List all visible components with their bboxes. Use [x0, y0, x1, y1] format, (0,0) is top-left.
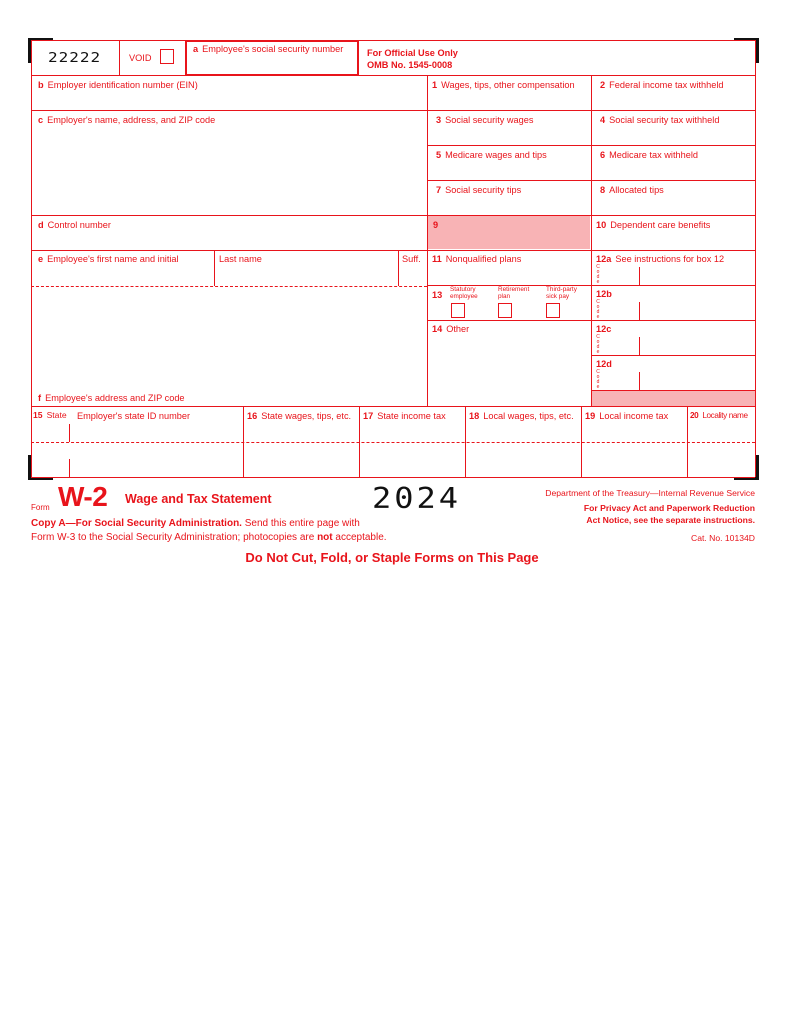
form-word: Form: [31, 503, 50, 512]
form-name: W-2: [58, 481, 108, 512]
box-a-label: a Employee's social security number: [193, 44, 344, 54]
box-17-label: 17 State income tax: [363, 411, 446, 421]
box-2-label: 2 Federal income tax withheld: [600, 80, 724, 90]
box-12c-label: 12c: [596, 324, 612, 334]
box-12a-code-label: C o d e: [596, 264, 600, 285]
box-e-suffix-input[interactable]: [399, 266, 426, 285]
box-19-label: 19 Local income tax: [585, 411, 669, 421]
box-b-label: b Employer identification number (EIN): [38, 80, 198, 90]
box-5-label: 5 Medicare wages and tips: [436, 150, 547, 160]
retirement-plan-label: Retirement plan: [498, 286, 530, 300]
box-8-label: 8 Allocated tips: [600, 185, 664, 195]
form-code: 22222: [48, 49, 102, 66]
copy-a-line1: Copy A—For Social Security Administration. Send this entire page with: [31, 518, 360, 529]
official-use-line1: For Official Use Only: [367, 48, 458, 58]
box-4-label: 4 Social security tax withheld: [600, 115, 720, 125]
box-f-label: f Employee's address and ZIP code: [38, 393, 185, 403]
box-e-first-input[interactable]: [32, 266, 213, 285]
dept-treasury: Department of the Treasury—Internal Revenue Service: [545, 488, 755, 498]
box-c-label: c Employer's name, address, and ZIP code: [38, 115, 216, 125]
box-d-label: d Control number: [38, 220, 111, 230]
retirement-plan-checkbox[interactable]: [498, 303, 512, 318]
form-title: Wage and Tax Statement: [125, 492, 272, 506]
box-15-label: 15 State: [33, 410, 67, 420]
box-12a-label: 12a See instructions for box 12: [596, 254, 725, 264]
box-10-label: 10 Dependent care benefits: [596, 220, 711, 230]
third-party-sick-pay-label: Third-party sick pay: [546, 286, 577, 300]
box-e-last-input[interactable]: [215, 266, 397, 285]
cat-number: Cat. No. 10134D: [690, 533, 755, 543]
box-12c-code-label: C o d e: [596, 334, 600, 355]
box-12d-label: 12d: [596, 359, 612, 369]
void-checkbox[interactable]: [160, 49, 174, 64]
box-9-label: 9: [433, 220, 439, 230]
box-3-label: 3 Social security wages: [436, 115, 534, 125]
box-12b-code-label: C o d e: [596, 299, 600, 320]
box-1-label: 1 Wages, tips, other compensation: [432, 80, 575, 90]
statutory-employee-checkbox[interactable]: [451, 303, 465, 318]
box-12d-code-label: C o d e: [596, 369, 600, 390]
box-6-label: 6 Medicare tax withheld: [600, 150, 698, 160]
privacy-line2: Act Notice, see the separate instructions.: [586, 515, 755, 525]
box-f-input[interactable]: [32, 288, 426, 390]
box-15-state-id-label: Employer's state ID number: [77, 411, 191, 421]
third-party-sick-pay-checkbox[interactable]: [546, 303, 560, 318]
statutory-employee-label: Statutory employee: [450, 286, 478, 300]
box-c-input[interactable]: [32, 128, 426, 214]
copy-a-line2: Form W-3 to the Social Security Administration; photocopies are not acceptable.: [31, 532, 387, 543]
box-12b-label: 12b: [596, 289, 612, 299]
box-9-shade: [427, 216, 590, 249]
box-18-label: 18 Local wages, tips, etc.: [469, 411, 574, 421]
box-14-label: 14 Other: [432, 324, 470, 334]
do-not-cut-warning: Do Not Cut, Fold, or Staple Forms on This Page: [245, 550, 539, 565]
box-d-input[interactable]: [32, 232, 426, 249]
box-e-suffix-label: Suff.: [402, 254, 421, 264]
box-e-first-label: e Employee's first name and initial: [38, 254, 179, 264]
void-label: VOID: [129, 53, 152, 63]
box-b-input[interactable]: [32, 92, 426, 109]
box-7-label: 7 Social security tips: [436, 185, 522, 195]
tax-year: 2024: [372, 481, 462, 516]
box-11-label: 11 Nonqualified plans: [432, 254, 522, 264]
box-13-label: 13: [432, 290, 443, 300]
box-20-label: 20 Locality name: [690, 411, 748, 420]
privacy-line1: For Privacy Act and Paperwork Reduction: [583, 503, 755, 513]
omb-number: OMB No. 1545-0008: [367, 60, 453, 70]
box-16-label: 16 State wages, tips, etc.: [247, 411, 352, 421]
box-12d-shade: [591, 390, 755, 406]
box-e-last-label: Last name: [219, 254, 262, 264]
